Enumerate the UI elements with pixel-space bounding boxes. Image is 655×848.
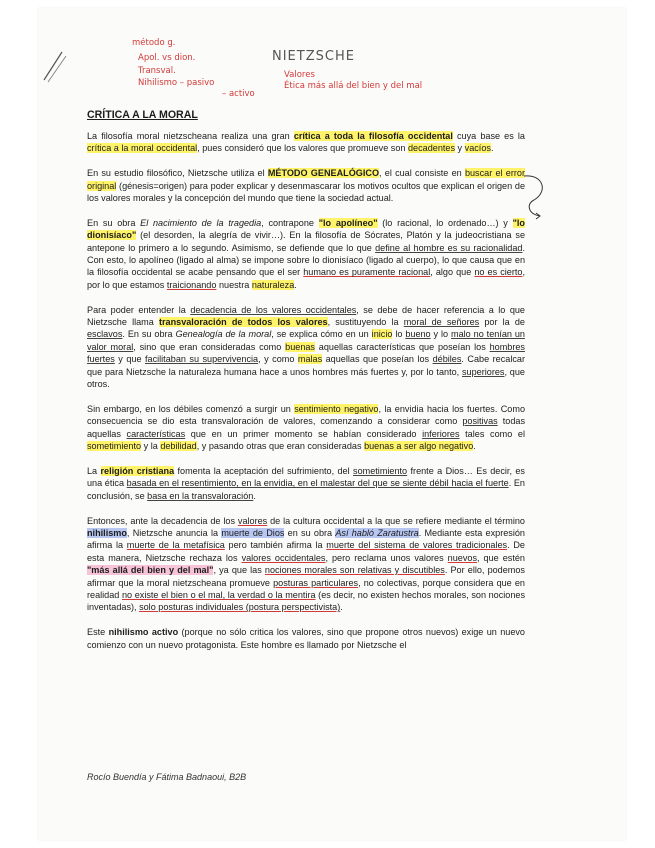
text-run: nuestra (216, 279, 252, 290)
text-run: muerte de Dios (221, 527, 285, 538)
paragraph-1 (87, 130, 525, 155)
text-run: crítica a toda la filosofía occidental (293, 131, 453, 141)
text-run: naturaleza (251, 279, 295, 290)
text-run: inicio (371, 329, 393, 340)
paragraph-4 (87, 304, 525, 391)
document-body (87, 130, 525, 663)
paragraph-5 (87, 403, 525, 453)
text-run: religión cristiana (100, 465, 175, 476)
text-run: pero también afirma la (224, 540, 327, 551)
text-run: . Cabe recalcar que para Nietzsche la naturaleza humana hace a unos hombres más fuertes y, por lo tanto, (87, 354, 525, 377)
text-run: Para poder entender la (87, 304, 191, 315)
paragraph-3 (87, 217, 525, 291)
text-run: MÉTODO GENEALÓGICO (267, 168, 380, 179)
text-run: , algo que (430, 267, 475, 278)
text-run: solo posturas individuales (postura perspectivista) (139, 602, 341, 613)
text-run: y lo (430, 329, 452, 340)
text-run: fomenta la aceptación del sufrimiento, del (174, 465, 354, 476)
text-run: . En su obra (122, 329, 176, 340)
text-run: (porque no sólo critica los valores, sino que propone otros nuevos) exige un nuevo comienzo con un nuevo protagonista. Este hombre es llamado por Nietzsche el (87, 627, 525, 650)
text-run: posturas particulares (273, 577, 359, 588)
text-run: . (340, 602, 343, 613)
text-run: Genealogía de la moral (175, 329, 272, 340)
text-run: nihilismo activo (108, 627, 179, 638)
text-run: y la (141, 441, 161, 452)
text-run: debilidad (160, 441, 197, 452)
text-run: aquellas características que poseían los (314, 341, 490, 352)
margin-scribble-icon (40, 46, 70, 86)
text-run: lo (392, 329, 406, 340)
document-title: CRÍTICA A LA MORAL (87, 109, 198, 121)
text-run: Entonces, ante la decadencia de los (87, 515, 238, 526)
text-run: . De esta manera, Nietzsche rechaza los (87, 540, 525, 563)
text-run: , sustituyendo la (327, 317, 404, 328)
text-run: , Nietzsche anuncia la (126, 527, 222, 538)
text-run: no existe el bien o el mal, la verdad o la mentira (121, 589, 316, 600)
text-run: Este (87, 627, 109, 638)
text-run: traicionando (166, 279, 217, 290)
text-run: . Con esto, lo apolíneo (ligado al alma) se impone sobre lo dionisíaco (ligado al cuerpo), lo que causa que en la filosofía occidental se acabe pensando que el ser (87, 242, 525, 278)
text-run: por la de (479, 317, 525, 328)
footer-authors: Rocío Buendía y Fátima Badnaoui, B2B (87, 772, 247, 782)
text-run: buenas a ser algo negativo (364, 441, 474, 452)
text-run: , contrapone (261, 217, 319, 228)
text-run: débiles (432, 354, 462, 365)
text-run: El nacimiento de la tragedia (140, 217, 262, 228)
text-run: (génesis=origen) para poder explicar y desenmascarar los motivos ocultos que explican el origen de los valores morales y la concepción del mundo que tiene la sociedad actual. (87, 180, 525, 204)
text-run: superiores (462, 366, 505, 377)
handwritten-note-2: Apol. vs dion. (138, 53, 196, 63)
text-run: bueno (405, 329, 431, 340)
text-run: muerte del sistema de valores tradicionales (326, 540, 508, 551)
text-run: , pero reclama unos valores (325, 552, 448, 563)
text-run: , se debe de hacer referencia a lo que Nietzsche llama (87, 304, 525, 328)
text-run: (el desorden, la alegría de vivir…). En la filosofía de Sócrates, Platón y la judeocristiana se antepone lo primero a lo segundo. Asimismo, se defiende que lo que (87, 230, 525, 253)
text-run: valores (237, 515, 268, 526)
text-run: , que estén (477, 552, 525, 563)
margin-arrow-icon (514, 170, 554, 220)
handwritten-note-6: Valores (284, 70, 315, 80)
text-run: . En conclusión, se (87, 478, 525, 501)
text-run: (es decir, no existen hechos morales, son nociones inventadas), (87, 589, 526, 613)
handwritten-note-3: Transval. (138, 66, 176, 76)
text-run: y (455, 143, 465, 154)
handwritten-note-5: – activo (222, 89, 255, 99)
text-run: frente a Dios… Es decir, es una ética (87, 465, 525, 489)
paragraph-7 (87, 515, 525, 614)
text-run: En su estudio filosófico, Nietzsche utiliza el (87, 168, 268, 179)
text-run: . (473, 441, 476, 452)
text-run: . (294, 279, 297, 290)
text-run: humano es puramente racional (303, 267, 431, 278)
text-run: La (87, 465, 101, 476)
text-run: En su obra (87, 217, 141, 228)
handwritten-note-7: Ética más allá del bien y del mal (284, 81, 423, 91)
text-run: muerte de la metafísica (126, 540, 225, 551)
text-run: (lo racional, lo ordenado…) y (377, 217, 513, 228)
paragraph-2 (87, 167, 525, 204)
text-run: , no colectivas, porque considera que en realidad (87, 577, 525, 600)
text-run: Sin embargo, en los débiles comenzó a surgir un (87, 403, 295, 414)
text-run: "lo apolíneo" (318, 217, 378, 228)
text-run: , la envidia hacia los fuertes. Como consecuencia se dio esta transvaloración de valores, comenzando a considerar como (87, 403, 525, 427)
text-run: "más allá del bien y del mal" (87, 565, 214, 576)
text-run: , ya que las (213, 565, 265, 576)
text-run: facilitaban su supervivencia (144, 354, 259, 365)
text-run: todas aquellas (87, 416, 525, 439)
text-run: decadentes (408, 143, 456, 154)
text-run: define al hombre es su racionalidad (375, 242, 523, 253)
text-run: sometimiento (353, 465, 408, 476)
text-run: tales como el (459, 428, 525, 439)
text-run: basada en el resentimiento, en la envidia, en el malestar del que se siente débil hacia el fuerte (126, 478, 509, 489)
text-run: , sino que eran consideradas como (133, 341, 286, 352)
text-run: en su obra (284, 527, 336, 538)
text-run: La filosofía moral nietzscheana realiza una gran (87, 131, 294, 141)
text-run: . Por ello, podemos afirmar que la moral nietzscheana promueve (87, 565, 525, 588)
text-run: no es cierto (474, 267, 523, 278)
text-run: vacíos (464, 143, 491, 154)
text-run: Así habló Zaratustra (335, 527, 419, 538)
text-run: , pues consideró que los valores que promueve son (197, 143, 408, 154)
text-run: malo no tenían un valor moral (87, 329, 525, 352)
text-run: y que (114, 354, 145, 365)
text-run: , y pasando otras que eran consideradas (196, 441, 365, 452)
text-run: nihilismo (87, 527, 127, 538)
paragraph-6 (87, 465, 525, 502)
paragraph-8 (87, 626, 525, 651)
text-run: , el cual consiste en (379, 168, 465, 179)
text-run: transvaloración de todos los valores (158, 317, 328, 328)
text-run: . (490, 143, 494, 154)
handwritten-note-1: método g. (132, 38, 176, 48)
text-run: . Mediante esta expresión afirma la (87, 527, 525, 551)
text-run: "lo dionisíaco" (87, 217, 525, 241)
text-run: cuya base es la (452, 131, 525, 141)
text-run: inferiores (422, 428, 460, 439)
text-run: hombres fuertes (87, 341, 525, 365)
text-run: decadencia de los valores occidentales (190, 304, 357, 315)
handwritten-note-4: Nihilismo – pasivo (138, 78, 215, 88)
text-run: , que otros. (87, 366, 525, 390)
text-run: basa en la transvaloración (147, 490, 254, 501)
text-run: que en un primer momento se habían considerado (185, 428, 423, 439)
text-run: nociones morales son relativas y discutibles (264, 565, 445, 576)
text-run: crítica a la moral occidental (87, 143, 198, 154)
text-run: esclavos (87, 329, 123, 340)
text-run: . (253, 490, 256, 501)
text-run: , por lo que estamos (87, 267, 525, 290)
text-run: moral de señores (403, 317, 480, 328)
text-run: malas (297, 354, 323, 365)
text-run: buenas (285, 341, 315, 352)
text-run: positivas (462, 416, 498, 427)
text-run: de la cultura occidental a la que se refiere mediante el término (267, 515, 525, 526)
text-run: , y como (258, 354, 298, 365)
text-run: características (126, 428, 186, 439)
text-run: sentimiento negativo (294, 403, 379, 414)
text-run: , se explica cómo en un (271, 329, 372, 340)
text-run: aquellas que poseían los (322, 354, 433, 365)
text-run: valores occidentales (241, 552, 326, 563)
text-run: sometimiento (87, 441, 142, 452)
text-run: nuevos (447, 552, 477, 563)
text-run: buscar el error original (87, 168, 525, 191)
handwritten-title: NIETZSCHE (272, 49, 355, 64)
